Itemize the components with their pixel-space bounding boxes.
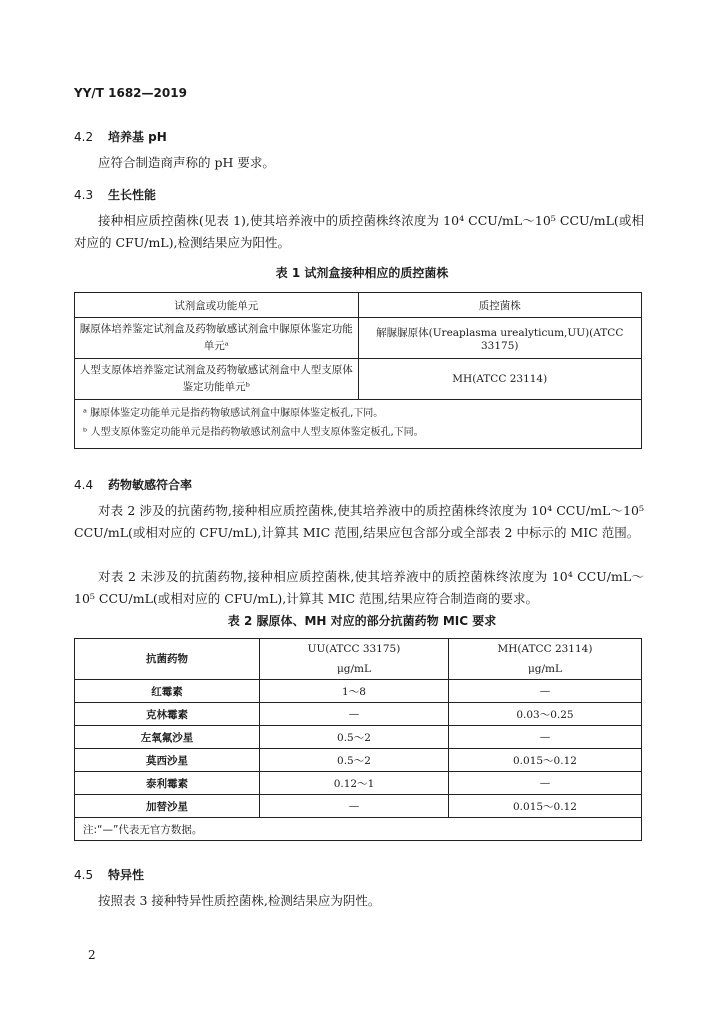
section-number: 4.5 [74,868,94,882]
section-title: 生长性能 [108,188,157,202]
mh-mic-cell: 0.015～0.12 [448,749,641,772]
uu-mic-cell: — [260,795,449,818]
drug-name-cell: 泰利霉素 [75,772,260,795]
section-4-2-text: 应符合制造商声称的 pH 要求。 [98,155,275,170]
section-4-2-heading [74,128,167,145]
table-2 [74,638,642,841]
table-2-caption: 表 2 脲原体、MH 对应的部分抗菌药物 MIC 要求 [227,614,497,628]
table-row [75,772,642,795]
section-title: 特异性 [108,868,145,882]
section-4-4-heading [74,476,192,493]
table-row [75,749,642,772]
section-title: 药物敏感符合率 [108,478,193,492]
drug-name-cell: 莫西沙星 [75,749,260,772]
table-1-strain-cell: 解脲脲原体(Ureaplasma urealyticum,UU)(ATCC 33175) [358,318,642,359]
uu-mic-cell: 1～8 [260,680,449,703]
section-title: 培养基 pH [108,130,167,144]
mh-mic-cell: 0.03～0.25 [448,703,641,726]
table-1-header-unit: 试剂盒或功能单元 [75,293,359,318]
section-4-3-heading [74,186,156,203]
section-4-4-paragraph-2: 对表 2 未涉及的抗菌药物,接种相应质控菌株,使其培养液中的质控菌株终浓度为 10⁴ CCU/mL～10⁵ CCU/mL(或相对应的 CFU/mL),计算其 MIC 范围,结果应符合制造商的要求。 [74,569,644,606]
table-2-header-mh-strain: MH(ATCC 23114) [497,643,593,655]
table-1-unit-cell: 人型支原体培养鉴定试剂盒及药物敏感试剂盒中人型支原体鉴定功能单元ᵇ [75,359,359,400]
table-row [75,359,642,400]
mh-mic-cell: 0.015～0.12 [448,795,641,818]
table-1-note-b: ᵇ 人型支原体鉴定功能单元是指药物敏感试剂盒中人型支原体鉴定板孔,下同。 [83,427,424,438]
section-4-4-paragraph-1: 对表 2 涉及的抗菌药物,接种相应质控菌株,使其培养液中的质控菌株终浓度为 10⁴ CCU/mL～10⁵ CCU/mL(或相对应的 CFU/mL),计算其 MIC 范围,结果应包含部分或全部表 2 中标示的 MIC 范围。 [74,503,644,540]
uu-mic-cell: 0.5～2 [260,749,449,772]
section-4-5-heading [74,866,144,883]
drug-name-cell: 红霉素 [75,680,260,703]
table-2-header-uu-unit: μg/mL [336,663,371,675]
table-2-header-drug: 抗菌药物 [75,639,260,680]
drug-name-cell: 左氧氟沙星 [75,726,260,749]
table-2-header-mh-unit: μg/mL [527,663,562,675]
page-number: 2 [88,948,96,962]
table-1-unit-cell: 脲原体培养鉴定试剂盒及药物敏感试剂盒中脲原体鉴定功能单元ᵃ [75,318,359,359]
table-row [75,703,642,726]
table-2-header-uu-strain: UU(ATCC 33175) [307,643,401,655]
section-4-3-text: 接种相应质控菌株(见表 1),使其培养液中的质控菌株终浓度为 10⁴ CCU/mL～10⁵ CCU/mL(或相对应的 CFU/mL),检测结果应为阳性。 [74,213,644,250]
table-1 [74,292,642,449]
section-number: 4.2 [74,130,94,144]
table-row [75,318,642,359]
table-1-header-strain: 质控菌株 [358,293,642,318]
table-1-strain-cell: MH(ATCC 23114) [358,359,642,400]
table-1-notes [75,400,642,449]
uu-mic-cell: 0.12～1 [260,772,449,795]
standard-code-header: YY/T 1682—2019 [74,86,187,100]
mh-mic-cell: — [448,680,641,703]
mh-mic-cell: — [448,772,641,795]
section-4-5-text: 按照表 3 接种特异性质控菌株,检测结果应为阴性。 [98,893,381,908]
mh-mic-cell: — [448,726,641,749]
drug-name-cell: 克林霉素 [75,703,260,726]
table-2-note: 注:“—”代表无官方数据。 [75,818,642,841]
table-row [75,680,642,703]
table-2-header-uu [260,639,449,680]
table-row [75,726,642,749]
table-1-note-a: ᵃ 脲原体鉴定功能单元是指药物敏感试剂盒中脲原体鉴定板孔,下同。 [83,408,384,419]
drug-name-cell: 加替沙星 [75,795,260,818]
table-2-header-mh [448,639,641,680]
uu-mic-cell: — [260,703,449,726]
table-1-caption: 表 1 试剂盒接种相应的质控菌株 [275,266,449,280]
section-number: 4.4 [74,478,94,492]
section-number: 4.3 [74,188,94,202]
table-row [75,795,642,818]
uu-mic-cell: 0.5～2 [260,726,449,749]
